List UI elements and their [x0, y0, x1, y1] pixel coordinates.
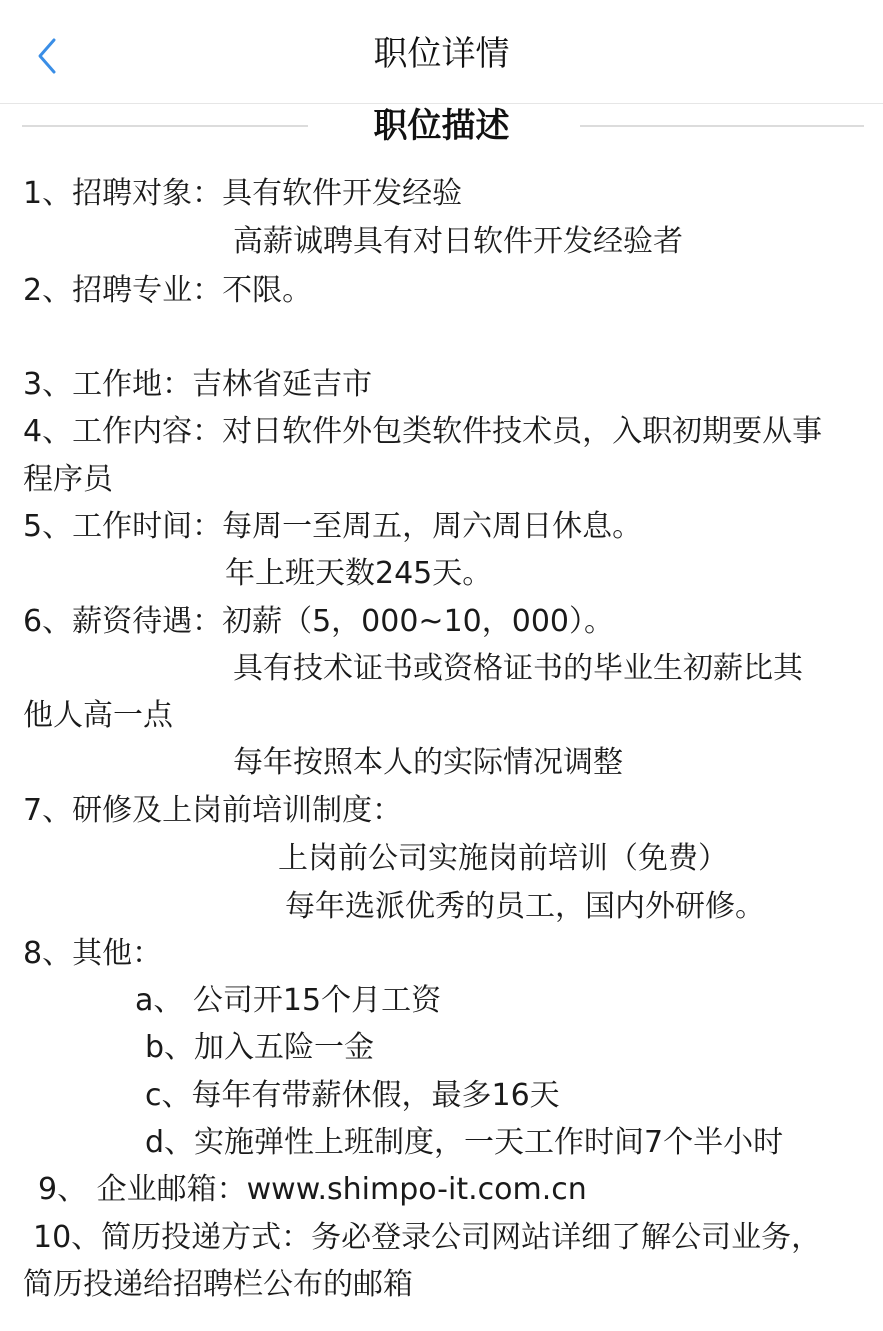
- desc-line: 1、招聘对象：具有软件开发经验: [23, 176, 463, 211]
- desc-line: 7、研修及上岗前培训制度：: [23, 793, 403, 828]
- desc-line: a、 公司开15个月工资: [135, 983, 442, 1018]
- section-title: 职位描述: [373, 106, 510, 146]
- desc-line: 2、招聘专业：不限。: [23, 273, 313, 308]
- desc-line: 上岗前公司实施岗前培训（免费）: [278, 841, 728, 876]
- desc-line: 年上班天数245天。: [225, 556, 493, 591]
- desc-line: 6、薪资待遇：初薪（5，000~10，000）。: [23, 604, 615, 639]
- desc-line: c、每年有带薪休假，最多16天: [145, 1078, 560, 1113]
- desc-line: 4、工作内容：对日软件外包类软件技术员，入职初期要从事: [23, 414, 823, 449]
- desc-line: 每年选派优秀的员工，国内外研修。: [285, 889, 765, 924]
- desc-line: 简历投递给招聘栏公布的邮箱: [23, 1267, 413, 1302]
- desc-line: 程序员: [23, 462, 113, 497]
- desc-line: 8、其他：: [23, 936, 163, 971]
- desc-line: 5、工作时间：每周一至周五，周六周日休息。: [23, 509, 643, 544]
- desc-line: 他人高一点: [23, 698, 173, 733]
- desc-line: b、加入五险一金: [145, 1030, 375, 1065]
- desc-line: 3、工作地：吉林省延吉市: [23, 367, 373, 402]
- divider-right: [580, 125, 864, 127]
- desc-line: 具有技术证书或资格证书的毕业生初薪比其: [233, 651, 803, 686]
- navigation-bar: [0, 0, 883, 104]
- desc-line: 高薪诚聘具有对日软件开发经验者: [233, 224, 683, 259]
- desc-line: d、实施弹性上班制度，一天工作时间7个半小时: [145, 1125, 784, 1160]
- desc-line: 9、 企业邮箱：www.shimpo-it.com.cn: [38, 1172, 587, 1207]
- page-title: 职位详情: [373, 34, 510, 74]
- section-header: [0, 103, 883, 149]
- desc-line: 每年按照本人的实际情况调整: [233, 745, 623, 780]
- desc-line: 10、简历投递方式：务必登录公司网站详细了解公司业务，: [33, 1220, 822, 1255]
